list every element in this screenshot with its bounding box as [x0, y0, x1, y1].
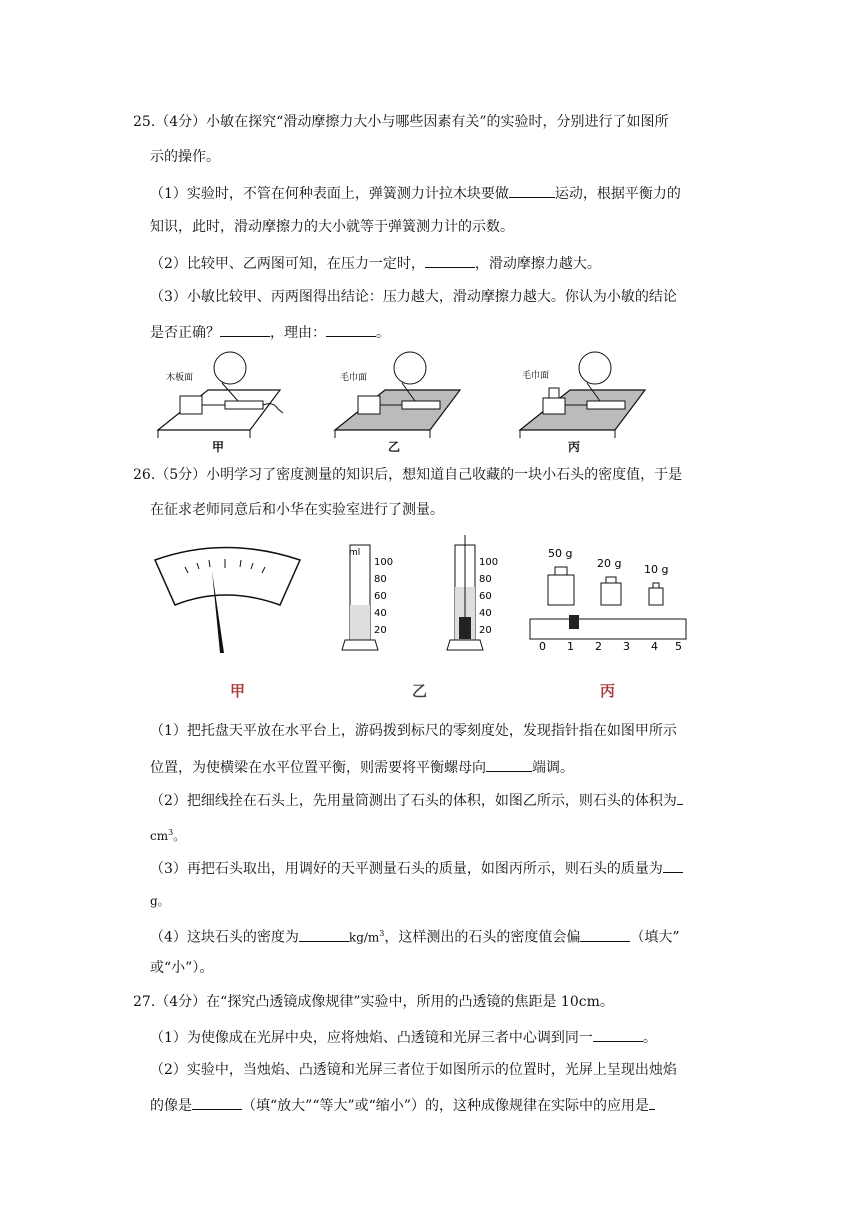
q25-p2-text: （2）比较甲、乙两图可知，在压力一定时， — [150, 256, 425, 272]
answer-blank[interactable] — [425, 253, 475, 268]
q25-part2 — [150, 253, 601, 273]
q26-p1-text-b: 端调。 — [532, 760, 574, 776]
answer-blank[interactable] — [326, 322, 376, 337]
answer-blank[interactable] — [663, 858, 683, 873]
weights-and-ruler — [530, 547, 686, 653]
cylinder-tick-label: 80 — [479, 574, 492, 585]
answer-blank[interactable] — [509, 183, 555, 198]
ruler-tick-label: 2 — [595, 640, 602, 653]
figure-label-b: 乙 — [412, 682, 428, 700]
ruler-tick-label: 5 — [675, 640, 682, 653]
answer-blank[interactable] — [192, 1095, 242, 1110]
figure-label-a: 甲 — [230, 682, 246, 700]
ruler-tick-label: 4 — [651, 640, 658, 653]
surface-label: 毛巾面 — [340, 373, 368, 383]
q25-part3-cont — [150, 322, 390, 342]
q25-p3-text-b: ，理由： — [270, 325, 326, 341]
measuring-cylinder-after — [447, 535, 498, 650]
q25-header: 25.（4分）小敏在探究“滑动摩擦力大小与哪些因素有关”的实验时，分别进行了如图所 — [133, 114, 669, 130]
q27-p2-text: 的像是 — [150, 1098, 192, 1114]
density-experiment-figure — [150, 535, 700, 665]
q26-p1-text: 位置，为使横梁在水平位置平衡，则需要将平衡螺母向 — [150, 760, 486, 776]
answer-blank[interactable] — [580, 927, 630, 942]
q25-header-cont: 示的操作。 — [150, 149, 220, 165]
figure-label-c: 丙 — [568, 440, 581, 454]
q25-part1 — [150, 183, 681, 203]
q25-p1-text-b: 运动，根据平衡力的 — [554, 186, 681, 202]
answer-blank[interactable] — [299, 927, 349, 942]
weight-label: 10 g — [644, 563, 669, 576]
q25-p1-text: （1）实验时，不管在何种表面上，弹簧测力计拉木块要做 — [150, 186, 509, 202]
answer-blank[interactable] — [593, 1027, 643, 1042]
q26-p4-text-b: ，这样测出的石头的密度值会偏 — [384, 929, 581, 946]
figure-label-a: 甲 — [212, 440, 225, 454]
q26-part3-cont: g。 — [150, 894, 170, 908]
q26-p2-unit-sup: 3 — [168, 828, 174, 837]
q26-part4-cont: 或“小”）。 — [150, 960, 214, 976]
q26-header-cont: 在征求老师同意后和小华在实验室进行了测量。 — [150, 502, 444, 518]
q26-p4-text-c: （填大” — [630, 929, 680, 946]
q25-part1-cont: 知识，此时，滑动摩擦力的大小就等于弹簧测力计的示数。 — [150, 219, 514, 235]
friction-experiment-figure — [150, 350, 670, 440]
cylinder-unit: ml — [349, 548, 361, 558]
q27-p2-text-b: （填“放大”“等大”或“缩小”）的，这种成像规律在实际中的应用是 — [242, 1098, 649, 1114]
balance-scale-dial — [155, 548, 300, 654]
q26-p2-text: （2）把细线拴在石头上，先用量筒测出了石头的体积，如图乙所示，则石头的体积为 — [150, 793, 677, 809]
q26-p4-unit: kg/m — [348, 930, 380, 945]
q26-part1: （1）把托盘天平放在水平台上，游码拨到标尺的零刻度处，发现指针指在如图甲所示 — [150, 723, 677, 739]
surface-label: 木板面 — [166, 373, 194, 383]
q26-part3 — [150, 858, 683, 878]
q26-p2-end: 。 — [173, 829, 186, 843]
q27-p1-text-b: 。 — [642, 1030, 657, 1046]
answer-blank[interactable] — [486, 757, 532, 772]
friction-setup-a — [158, 352, 283, 438]
q26-header: 26.（5分）小明学习了密度测量的知识后，想知道自己收藏的一块小石头的密度值，于是 — [133, 467, 683, 483]
q25-p2-text-b: ，滑动摩擦力越大。 — [474, 256, 601, 272]
q27-p1-text: （1）为使像成在光屏中央，应将烛焰、凸透镜和光屏三者中心调到同一 — [150, 1030, 593, 1046]
q25-p3-text-c: 。 — [376, 325, 390, 341]
q26-p2-unit: cm — [150, 829, 169, 843]
answer-blank[interactable] — [220, 322, 270, 337]
ruler-tick-label: 0 — [539, 640, 546, 653]
cylinder-tick-label: 60 — [479, 591, 492, 602]
figure-label-c: 丙 — [600, 682, 616, 700]
friction-setup-b — [335, 352, 460, 438]
cylinder-tick-label: 20 — [374, 625, 387, 636]
cylinder-tick-label: 100 — [479, 557, 499, 568]
answer-blank[interactable] — [649, 1095, 655, 1110]
q26-part2-cont — [150, 824, 185, 845]
cylinder-tick-label: 80 — [374, 574, 387, 585]
measuring-cylinder-before — [342, 545, 393, 650]
cylinder-tick-label: 60 — [374, 591, 387, 602]
figure-label-b: 乙 — [388, 440, 401, 454]
weight-label: 50 g — [548, 547, 573, 560]
q26-part1-cont — [150, 757, 574, 777]
q26-part2 — [150, 790, 683, 810]
q27-part2-cont — [150, 1095, 655, 1115]
friction-setup-c — [520, 352, 645, 438]
q25-p3-text: 是否正确？ — [150, 325, 220, 341]
cylinder-tick-label: 40 — [374, 608, 387, 619]
answer-blank[interactable] — [677, 790, 683, 805]
cylinder-tick-label: 20 — [479, 625, 492, 636]
ruler-tick-label: 3 — [623, 640, 630, 653]
cylinder-tick-label: 40 — [479, 608, 492, 619]
q25-part3: （3）小敏比较甲、丙两图得出结论：压力越大，滑动摩擦力越大。你认为小敏的结论 — [150, 289, 677, 305]
q27-part2: （2）实验中，当烛焰、凸透镜和光屏三者位于如图所示的位置时，光屏上呈现出烛焰 — [150, 1062, 677, 1078]
weight-label: 20 g — [597, 557, 622, 570]
q26-p4-text: （4）这块石头的密度为 — [150, 929, 299, 946]
q27-header: 27.（4分）在“探究凸透镜成像规律”实验中，所用的凸透镜的焦距是 10cm。 — [133, 994, 614, 1010]
surface-label: 毛巾面 — [522, 371, 550, 381]
q26-p3-text: （3）再把石头取出，用调好的天平测量石头的质量，如图丙所示，则石头的质量为 — [150, 861, 663, 877]
q26-part4 — [150, 925, 680, 947]
q27-part1 — [150, 1027, 657, 1047]
ruler-tick-label: 1 — [567, 640, 574, 653]
cylinder-tick-label: 100 — [374, 557, 394, 568]
q26-p4-unit-sup: 3 — [379, 929, 385, 938]
